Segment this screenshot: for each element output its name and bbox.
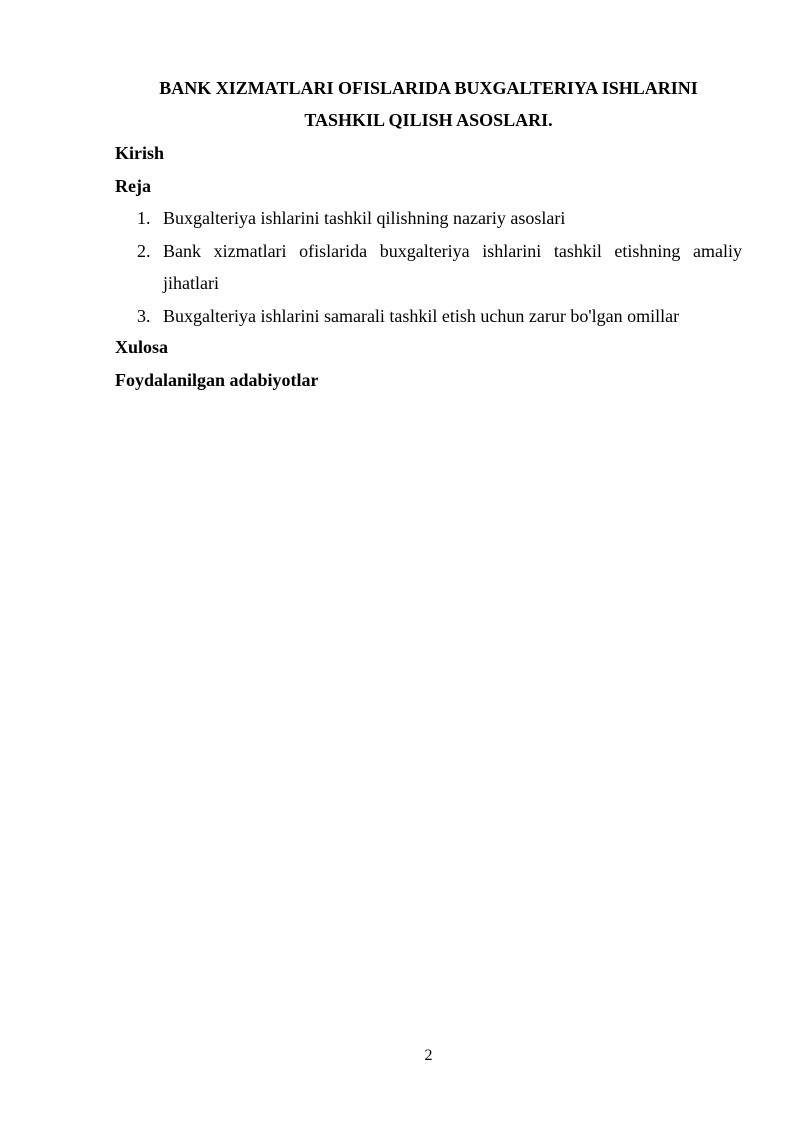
conclusion-heading: Xulosa	[115, 337, 169, 357]
plan-item-number: 1.	[137, 208, 151, 228]
page-number: 2	[424, 1047, 433, 1064]
plan-item-3	[115, 300, 742, 333]
plan-item-text: Bank xizmatlari ofislarida buxgalteriya ishlarini tashkil etishning amaliy jihatlari	[163, 240, 742, 293]
plan-item-number: 2.	[137, 240, 151, 261]
plan-item-1	[115, 202, 742, 235]
plan-item-number: 3.	[137, 305, 151, 326]
plan-item-text: Buxgalteriya ishlarini samarali tashkil etish uchun zarur bo'lgan omillar	[163, 305, 680, 326]
plan-item-text: Buxgalteriya ishlarini tashkil qilishning nazariy asoslari	[163, 208, 566, 228]
plan-heading: Reja	[115, 176, 151, 196]
document-title	[115, 72, 742, 136]
title-line-1: BANK XIZMATLARI OFISLARIDA BUXGALTERIYA ISHLARINI	[159, 78, 698, 98]
intro-heading: Kirish	[115, 143, 165, 163]
plan-list	[115, 202, 742, 332]
references-heading: Foydalanilgan adabiyotlar	[115, 370, 319, 390]
plan-item-2	[115, 235, 742, 300]
title-line-2: TASHKIL QILISH ASOSLARI.	[304, 110, 553, 130]
